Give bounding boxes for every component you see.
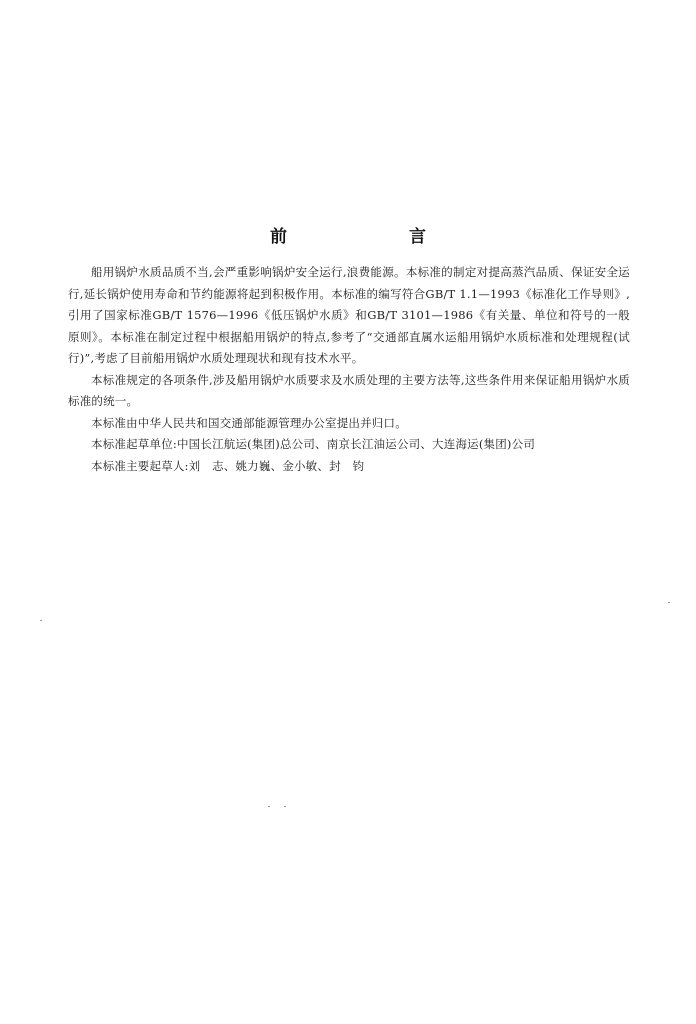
page-title: 前 言: [270, 227, 484, 247]
foreword-body: [68, 262, 630, 477]
paragraph-drafters: 本标准主要起草人:刘 志、姚力巍、金小敏、封 钧: [91, 458, 365, 473]
paragraph-proposer: 本标准由中华人民共和国交通部能源管理办公室提出并归口。: [91, 415, 407, 430]
scan-speck: [284, 806, 286, 807]
paragraph-intro: 船用锅炉水质品质不当,会严重影响锅炉安全运行,浪费能源。本标准的制定对提高蒸汽品质、保证安全运行,延长锅炉使用寿命和节约能源将起到积极作用。本标准的编写符合GB/T 1.1—1993《标准化工作导则》,引用了国家标准GB/T 1576—1996《低压锅炉水质》和GB/T 3101—1986《有关量、单位和符号的一般原则》。本标准在制定过程中根据船用锅炉的特点,参考了“交通部直属水运船用锅炉水质标准和处理规程(试行)”,考虑了目前船用锅炉水质处理现状和现有技术水平。: [68, 265, 630, 365]
scan-speck: [668, 602, 670, 603]
paragraph-drafting-units: 本标准起草单位:中国长江航运(集团)总公司、南京长江油运公司、大连海运(集团)公司: [91, 437, 536, 451]
paragraph-conditions: 本标准规定的各项条件,涉及船用锅炉水质要求及水质处理的主要方法等,这些条件用来保证船用锅炉水质标准的统一。: [68, 372, 630, 408]
scan-speck: [268, 806, 270, 807]
scan-speck: [40, 620, 42, 621]
